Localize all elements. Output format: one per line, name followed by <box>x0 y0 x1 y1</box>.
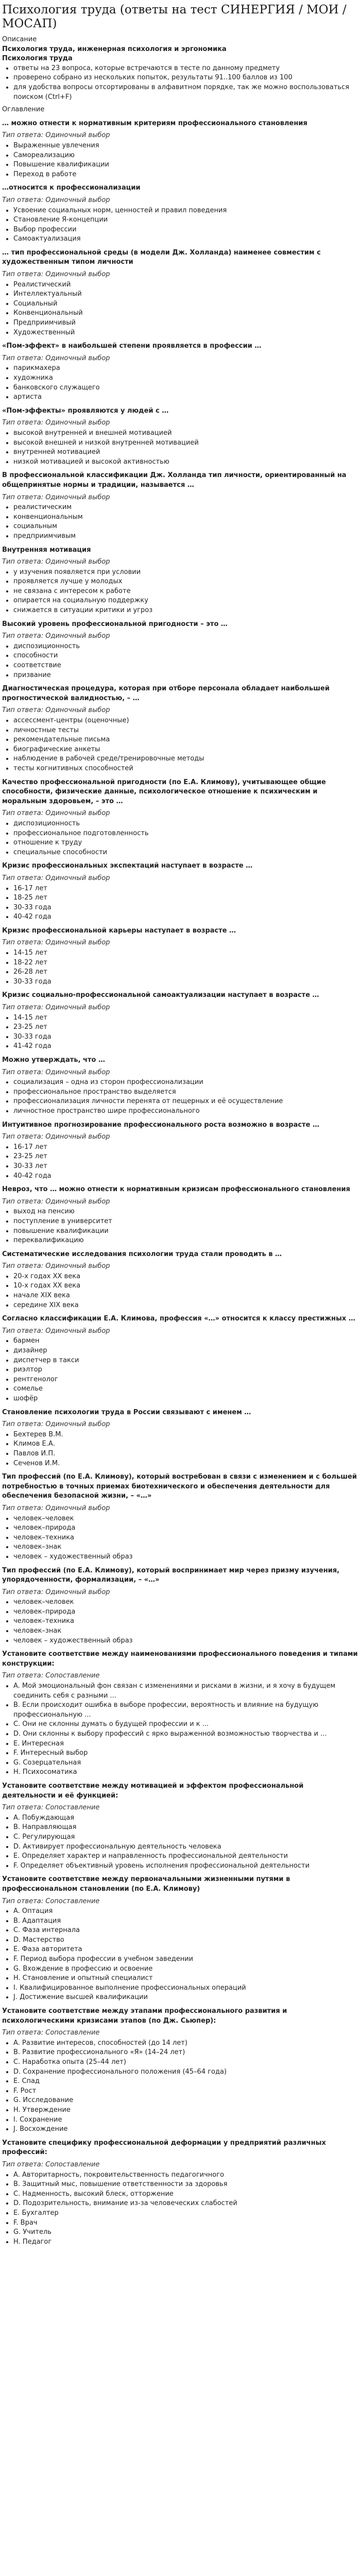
answer-option: • E. Спад <box>13 2077 359 2087</box>
toc-label: Оглавление <box>2 106 45 114</box>
answer-option: • не связана с интересом к работе <box>13 587 359 597</box>
answer-option: • 30-33 лет <box>13 1162 359 1172</box>
question-title: Невроз, что … можно отнести к нормативным кризисам профессионального становления <box>2 1185 350 1194</box>
question-title: Тип профессий (по Е.А. Климову), который востребован в связи с изменением и с большей потребностью в точных приемах биотехнического и обеспечения деятельности для обеспечения безопасной жизни, – «…» <box>2 1473 357 1500</box>
answer-option: • Сеченов И.М. <box>13 1459 359 1469</box>
answer-option: • 23-25 лет <box>13 1152 359 1162</box>
question-title: Кризис профессиональных экспектаций наступает в возрасте … <box>2 862 253 870</box>
answer-option: • отношение к труду <box>13 838 359 848</box>
question-block <box>2 248 359 337</box>
answer-option: • 10-х годах XX века <box>13 1281 359 1291</box>
answer-option: • Социальный <box>13 299 359 309</box>
answer-options <box>2 819 359 857</box>
answer-option: • предприимчивым <box>13 532 359 541</box>
answer-option: • наблюдение в рабочей среде/тренировочные методы <box>13 754 359 764</box>
answer-option: • человек – художественный образ <box>13 1636 359 1646</box>
answer-option: • F. Рост <box>13 2087 359 2096</box>
answer-option: • F. Определяет объективный уровень исполнения профессиональной деятельности <box>13 1861 359 1871</box>
answer-option: • E. Фаза авторитета <box>13 1945 359 1955</box>
question-block <box>2 183 359 244</box>
answer-options <box>2 1682 359 1777</box>
answer-option: • 18-22 лет <box>13 958 359 968</box>
answer-option: • ассессмент-центры (оценочные) <box>13 716 359 726</box>
answer-option: • диспозиционность <box>13 642 359 652</box>
answer-option: • парикмахера <box>13 364 359 374</box>
answer-type: Тип ответа: Сопоставление <box>2 1672 100 1680</box>
answer-option: • рекомендательные письма <box>13 735 359 745</box>
answer-type: Тип ответа: Одиночный выбор <box>2 874 110 882</box>
answer-option: • социальным <box>13 522 359 532</box>
answer-options <box>2 948 359 987</box>
answer-option: • Выраженные увлечения <box>13 141 359 151</box>
answer-type: Тип ответа: Сопоставление <box>2 1897 100 1905</box>
answer-option: • повышение квалификации <box>13 1227 359 1236</box>
answer-option: • Бехтерев В.М. <box>13 1430 359 1440</box>
answer-option: • G. Вхождение в профессию и освоение <box>13 1964 359 1974</box>
answer-options <box>2 1430 359 1468</box>
question-title: «Пом-эффекты» проявляются у людей с … <box>2 406 169 415</box>
answer-options <box>2 716 359 774</box>
answer-option: • J. Достижение высшей квалификации <box>13 1993 359 2003</box>
answer-option: • E. Интересная <box>13 1739 359 1749</box>
answer-option: • G. Созерцательная <box>13 1758 359 1768</box>
question-title: В профессиональной классификации Дж. Холланда тип личности, ориентированный на общепринятые нормы и традиции, называется … <box>2 471 347 489</box>
answer-option: • человек–техника <box>13 1533 359 1543</box>
answer-option: • I. Сохранение <box>13 2115 359 2125</box>
answer-option: • специальные способности <box>13 848 359 858</box>
question-block <box>2 342 359 402</box>
answer-option: • Становление Я-концепции <box>13 215 359 225</box>
question-title: Интуитивное прогнозирование профессионального роста возможно в возрасте … <box>2 1121 319 1129</box>
question-title: …относится к профессионализации <box>2 184 141 192</box>
answer-option: • B. Адаптация <box>13 1917 359 1926</box>
answer-option: • 30-33 года <box>13 1032 359 1042</box>
question-title: Установите соответствие между этапами профессионального развития и психологическими кризисами этапов (по Дж. Сьюпер): <box>2 2007 287 2025</box>
answer-type: Тип ответа: Одиночный выбор <box>2 809 110 818</box>
answer-option: • C. Регулирующая <box>13 1833 359 1842</box>
description-heading: Психология труда, инженерная психология и эргономика <box>2 45 227 53</box>
answer-type: Тип ответа: Одиночный выбор <box>2 196 110 204</box>
answer-option: • 26-28 лет <box>13 968 359 977</box>
answer-option: • 23-25 лет <box>13 1023 359 1032</box>
answer-options <box>2 429 359 467</box>
answer-option: • D. Они склонны к выбору профессий с ярко выраженной возможностью творчества и ... <box>13 1730 359 1739</box>
answer-option: • B. Если происходит ошибка в выборе профессии, вероятность и влияние на будущую профессиональную ... <box>13 1701 359 1720</box>
answer-option: • J. Восхождение <box>13 2125 359 2134</box>
answer-option: • A. Оптация <box>13 1907 359 1917</box>
answer-type: Тип ответа: Одиночный выбор <box>2 493 110 501</box>
answer-option: • B. Развитие профессионального «Я» (14–24 лет) <box>13 2048 359 2058</box>
answer-option: • диспетчер в такси <box>13 1356 359 1366</box>
question-block <box>2 1875 359 2003</box>
answer-option: • F. Интересный выбор <box>13 1749 359 1758</box>
question-block <box>2 620 359 681</box>
answer-options <box>2 642 359 680</box>
answer-option: • снижается в ситуации критики и угроз <box>13 606 359 616</box>
answer-options <box>2 1814 359 1871</box>
answer-option: • B. Направляющая <box>13 1823 359 1833</box>
question-title: Диагностическая процедура, которая при отборе персонала обладает наибольшей прогностической валидностью, – … <box>2 685 330 702</box>
answer-option: • Переход в работе <box>13 170 359 180</box>
answer-option: • D. Сохранение профессионального положения (45–64 года) <box>13 2067 359 2077</box>
answer-option: • человек–природа <box>13 1523 359 1533</box>
answer-option: • у изучения появляется при условии <box>13 568 359 578</box>
answer-type: Тип ответа: Сопоставление <box>2 2160 100 2168</box>
answer-options <box>2 1272 359 1310</box>
answer-option: • личностное пространство шире профессионального <box>13 1107 359 1116</box>
answer-option: • человек–техника <box>13 1617 359 1626</box>
question-block <box>2 861 359 922</box>
question-title: Внутренняя мотивация <box>2 546 91 554</box>
answer-options <box>2 1013 359 1052</box>
answer-option: • личностные тесты <box>13 726 359 736</box>
answer-options <box>2 1598 359 1646</box>
answer-option: • H. Становление и опытный специалист <box>13 1974 359 1984</box>
answer-options <box>2 206 359 244</box>
answer-option: • H. Педагог <box>13 2238 359 2247</box>
answer-type: Тип ответа: Одиночный выбор <box>2 1504 110 1512</box>
question-block <box>2 1650 359 1777</box>
question-title: Установите соответствие между первоначальными жизненными путями в профессиональном становлении (по Е.А. Климову) <box>2 1875 290 1893</box>
question-title: Можно утверждать, что … <box>2 1056 105 1064</box>
question-title: Установите соответствие между наименованиями профессионального поведения и типами конструкции: <box>2 1650 358 1668</box>
question-block <box>2 1121 359 1181</box>
answer-option: • высокой внешней и низкой внутренней мотивацией <box>13 438 359 448</box>
answer-option: • Климов Е.А. <box>13 1439 359 1449</box>
answer-option: • человек–знак <box>13 1626 359 1636</box>
question-block <box>2 684 359 773</box>
answer-option: • 30-33 года <box>13 903 359 913</box>
answer-option: • опирается на социальную поддержку <box>13 596 359 606</box>
answer-option: • Реалистический <box>13 280 359 290</box>
answer-option: • 40-42 года <box>13 1172 359 1181</box>
question-title: Качество профессиональной пригодности (по Е.А. Климову), учитывающее общие способности, физические данные, психологическое отношение к психическим и моральным здоровьем, – это … <box>2 778 326 805</box>
answer-option: • человек–природа <box>13 1607 359 1617</box>
answer-type: Тип ответа: Одиночный выбор <box>2 939 110 947</box>
question-block <box>2 1472 359 1562</box>
answer-option: • проявляется лучше у молодых <box>13 577 359 587</box>
question-block <box>2 471 359 541</box>
answer-option: • дизайнер <box>13 1346 359 1356</box>
answer-options <box>2 503 359 541</box>
answer-option: • F. Период выбора профессии в учебном заведении <box>13 1955 359 1964</box>
answer-option: • Самореализацию <box>13 151 359 161</box>
answer-option: • 18-25 лет <box>13 893 359 903</box>
answer-type: Тип ответа: Одиночный выбор <box>2 131 110 140</box>
answer-option: • шофёр <box>13 1394 359 1404</box>
answer-option: • низкой мотивацией и высокой активностью <box>13 457 359 467</box>
answer-option: • F. Врач <box>13 2218 359 2228</box>
answer-option: • B. Защитный мыс, повышение ответственности за здоровья <box>13 2180 359 2190</box>
question-title: Высокий уровень профессиональной пригодности – это … <box>2 620 228 628</box>
answer-option: • художника <box>13 374 359 383</box>
answer-option: • профессиональное подготовленность <box>13 829 359 839</box>
answer-type: Тип ответа: Одиночный выбор <box>2 419 110 427</box>
answer-option: • человек–человек <box>13 1514 359 1524</box>
question-title: Установите специфику профессиональной деформации у предприятий различных профессий: <box>2 2139 326 2157</box>
question-title: «Пом-эффект» в наибольшей степени проявляется в профессии … <box>2 342 262 350</box>
answer-option: • 20-х годах XX века <box>13 1272 359 1282</box>
question-title: … тип профессиональной среды (в модели Дж. Холланда) наименее совместим с художественным типом личности <box>2 248 321 266</box>
question-title: Установите соответствие между мотивацией и эффектом профессиональной деятельности и её функцией: <box>2 1782 304 1800</box>
answer-type: Тип ответа: Одиночный выбор <box>2 270 110 279</box>
answer-type: Тип ответа: Одиночный выбор <box>2 1068 110 1076</box>
answer-option: • A. Побуждающая <box>13 1814 359 1823</box>
answer-option: • социализация – одна из сторон профессионализации <box>13 1078 359 1088</box>
description-label: Описание <box>2 36 37 43</box>
answer-option: • диспозиционность <box>13 819 359 829</box>
answer-option: • внутренней мотивацией <box>13 448 359 457</box>
intro-item: • ответы на 23 вопроса, которые встречаются в тесте по данному предмету <box>13 64 359 74</box>
answer-options <box>2 1336 359 1403</box>
answer-option: • 41-42 года <box>13 1042 359 1052</box>
answer-option: • бармен <box>13 1336 359 1346</box>
page-title: Психология труда (ответы на тест СИНЕРГИЯ / МОИ / МОСАП) <box>2 3 347 30</box>
answer-option: • Выбор профессии <box>13 225 359 235</box>
question-block <box>2 991 359 1052</box>
answer-option: • рентгенолог <box>13 1375 359 1385</box>
question-title: Согласно классификации Е.А. Климова, профессия «…» относится к классу престижных … <box>2 1315 355 1323</box>
answer-type: Тип ответа: Одиночный выбор <box>2 1197 110 1206</box>
answer-option: • Художественный <box>13 328 359 338</box>
answer-option: • D. Подозрительность, внимание из-за человеческих слабостей <box>13 2199 359 2209</box>
answer-option: • Повышение квалификации <box>13 160 359 170</box>
answer-option: • тесты когнитивных способностей <box>13 764 359 774</box>
answer-option: • G. Исследование <box>13 2096 359 2106</box>
answer-option: • профессионализация личности перенята от пещерных и её осуществление <box>13 1097 359 1107</box>
answer-option: • человек–знак <box>13 1543 359 1552</box>
answer-option: • переквалификацию <box>13 1236 359 1246</box>
answer-option: • I. Квалифицированное выполнение профессиональных операций <box>13 1984 359 1993</box>
answer-options <box>2 280 359 338</box>
answer-option: • соответствие <box>13 661 359 671</box>
answer-type: Тип ответа: Одиночный выбор <box>2 706 110 715</box>
answer-option: • Павлов И.П. <box>13 1449 359 1459</box>
question-block <box>2 1185 359 1246</box>
question-block <box>2 2007 359 2134</box>
answer-option: • A. Развитие интересов, способностей (до 14 лет) <box>13 2039 359 2048</box>
answer-option: • C. Надменность, высокий блеск, отторжение <box>13 2190 359 2199</box>
answer-option: • поступление в университет <box>13 1217 359 1227</box>
answer-option: • 14-15 лет <box>13 1013 359 1023</box>
answer-option: • 16-17 лет <box>13 884 359 894</box>
answer-option: • C. Наработка опыта (25–44 лет) <box>13 2058 359 2067</box>
question-block <box>2 1314 359 1403</box>
question-title: Тип профессий (по Е.А. Климову), который воспринимает мир через призму изучения, упорядоченности, формализации, – «…» <box>2 1566 340 1584</box>
answer-option: • A. Авторитарность, покровительственность педагогичного <box>13 2171 359 2180</box>
question-list <box>2 119 359 2247</box>
answer-option: • G. Учитель <box>13 2228 359 2238</box>
answer-option: • 14-15 лет <box>13 948 359 958</box>
answer-option: • конвенциональным <box>13 513 359 522</box>
answer-option: • Интеллектуальный <box>13 290 359 299</box>
answer-option: • D. Мастерство <box>13 1936 359 1945</box>
answer-option: • Конвенциональный <box>13 309 359 318</box>
answer-type: Тип ответа: Одиночный выбор <box>2 1133 110 1141</box>
question-title: Систематические исследования психологии труда стали проводить в … <box>2 1250 282 1258</box>
answer-options <box>2 884 359 922</box>
intro-item: • для удобства вопросы отсортированы в алфавитном порядке, так же можно воспользоваться поиском (Ctrl+F) <box>13 83 359 102</box>
answer-type: Тип ответа: Одиночный выбор <box>2 1327 110 1335</box>
answer-options <box>2 1078 359 1116</box>
answer-option: • биографические анкеты <box>13 745 359 755</box>
intro-item: • проверено собрано из нескольких попыток, результаты 91..100 баллов из 100 <box>13 73 359 83</box>
answer-option: • сомелье <box>13 1384 359 1394</box>
description-subheading: Психология труда <box>2 55 73 63</box>
question-block <box>2 1566 359 1646</box>
question-block <box>2 1056 359 1116</box>
question-title: Становление психологии труда в России связывают с именем … <box>2 1408 251 1416</box>
answer-options <box>2 141 359 179</box>
answer-option: • выход на пенсию <box>13 1207 359 1217</box>
answer-option: • профессиональное пространство выделяется <box>13 1088 359 1097</box>
question-block <box>2 1408 359 1469</box>
answer-option: • риэлтор <box>13 1365 359 1375</box>
answer-option: • высокой внутренней и внешней мотивацией <box>13 429 359 438</box>
answer-options <box>2 2039 359 2134</box>
question-block <box>2 546 359 616</box>
answer-option: • начале XIX века <box>13 1291 359 1301</box>
answer-type: Тип ответа: Одиночный выбор <box>2 1004 110 1012</box>
answer-option: • Самоактуализация <box>13 234 359 244</box>
answer-option: • E. Бухгалтер <box>13 2209 359 2218</box>
question-block <box>2 406 359 467</box>
answer-options <box>2 1514 359 1562</box>
answer-option: • человек – художественный образ <box>13 1552 359 1562</box>
answer-type: Тип ответа: Одиночный выбор <box>2 558 110 566</box>
answer-options <box>2 1207 359 1245</box>
answer-options <box>2 1907 359 2003</box>
question-block <box>2 926 359 987</box>
answer-option: • банковского служащего <box>13 383 359 393</box>
answer-type: Тип ответа: Одиночный выбор <box>2 1420 110 1429</box>
answer-option: • артиста <box>13 393 359 402</box>
question-block <box>2 1782 359 1871</box>
answer-option: • 16-17 лет <box>13 1143 359 1153</box>
answer-option: • H. Утверждение <box>13 2106 359 2115</box>
answer-option: • середине XIX века <box>13 1301 359 1311</box>
answer-option: • E. Определяет характер и направленность профессиональной деятельности <box>13 1852 359 1861</box>
answer-option: • C. Фаза интернала <box>13 1926 359 1936</box>
answer-option: • Предприимчивый <box>13 318 359 328</box>
answer-option: • H. Психосоматика <box>13 1768 359 1777</box>
answer-options <box>2 364 359 402</box>
answer-type: Тип ответа: Одиночный выбор <box>2 1588 110 1596</box>
answer-option: • призвание <box>13 671 359 681</box>
answer-type: Тип ответа: Сопоставление <box>2 2029 100 2037</box>
answer-type: Тип ответа: Сопоставление <box>2 1804 100 1812</box>
question-block <box>2 778 359 858</box>
answer-option: • C. Они не склонны думать о будущей профессии и к ... <box>13 1720 359 1730</box>
question-title: … можно отнести к нормативным критериям профессионального становления <box>2 119 307 127</box>
answer-type: Тип ответа: Одиночный выбор <box>2 1262 110 1270</box>
answer-option: • 30-33 года <box>13 977 359 987</box>
answer-option: • способности <box>13 651 359 661</box>
answer-options <box>2 2171 359 2247</box>
answer-option: • D. Активирует профессиональную деятельность человека <box>13 1842 359 1852</box>
answer-option: • Усвоение социальных норм, ценностей и правил поведения <box>13 206 359 216</box>
answer-options <box>2 1143 359 1181</box>
question-block <box>2 119 359 180</box>
answer-option: • человек–человек <box>13 1598 359 1607</box>
question-block <box>2 1250 359 1311</box>
answer-option: • 40-42 года <box>13 912 359 922</box>
answer-type: Тип ответа: Одиночный выбор <box>2 354 110 362</box>
question-title: Кризис профессиональной карьеры наступает в возрасте … <box>2 926 236 935</box>
intro-list <box>2 64 359 102</box>
answer-options <box>2 568 359 616</box>
question-block <box>2 2139 359 2247</box>
answer-type: Тип ответа: Одиночный выбор <box>2 632 110 640</box>
answer-option: • реалистическим <box>13 503 359 513</box>
question-title: Кризис социально-профессиональной самоактуализации наступает в возрасте … <box>2 991 319 999</box>
answer-option: • A. Мой эмоциональный фон связан с изменениями и рисками в жизни, и я хочу в будущем соединить себя с разными ... <box>13 1682 359 1701</box>
